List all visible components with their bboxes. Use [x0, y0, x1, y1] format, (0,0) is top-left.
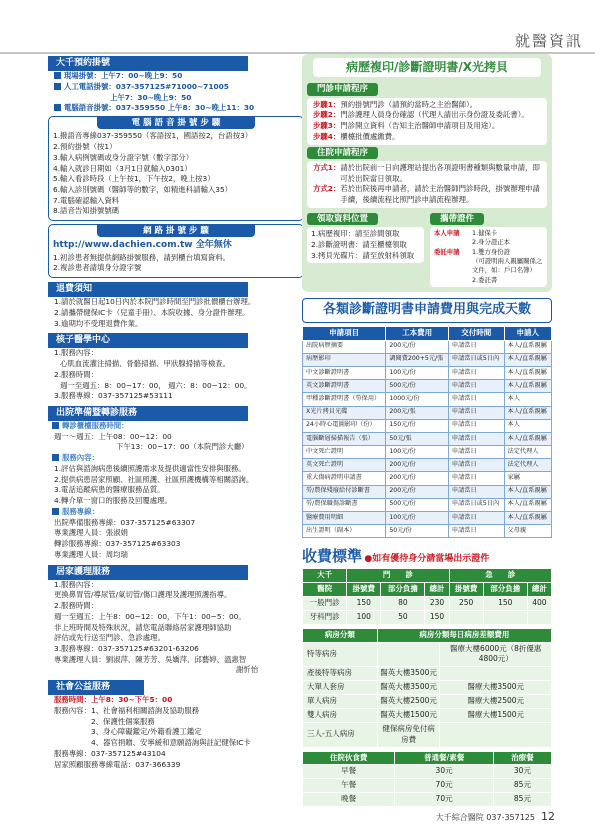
cert-table-cell: 病歷影印 — [303, 353, 386, 366]
voice-registration: 電腦語音掛號：037-359550 上午8：30~晚上11：30 — [48, 103, 304, 114]
ward-cell: 特等病房 — [303, 642, 378, 667]
cert-table-cell: 醫療費用明細 — [303, 512, 386, 525]
cert-table-row — [303, 498, 552, 511]
cert-table-cell: X光片拷貝光碟 — [303, 406, 386, 419]
fee-note: ●如有優待身分請當場出示證件 — [364, 554, 490, 565]
refund-line: 2.請攜帶健保IC卡（兒童手冊）、本院收據、身分證件辦理。 — [54, 307, 250, 317]
social-content-line: 3、身心障礙鑑定/外籍看護工鑑定 — [90, 727, 202, 737]
fee-cell: 150 — [483, 596, 527, 610]
records-title: 病歷複印/診斷證明書/X光拷貝 — [313, 58, 541, 77]
cert-table-cell: 申請當日 — [448, 406, 504, 419]
page-footer: 大千綜合醫院 037-357125 12 — [435, 810, 555, 824]
docs-list — [430, 227, 547, 287]
fee-heading — [302, 546, 552, 568]
cert-table-cell: 中文死亡證明 — [303, 446, 386, 459]
cert-table-cell: 申請當日 — [448, 366, 504, 379]
ward-cell: 雙人病房 — [303, 708, 378, 722]
fee-row — [303, 596, 552, 610]
ward-row — [303, 667, 552, 681]
cert-table-cell: 父母親 — [504, 525, 551, 538]
ward-cell: 醫英大樓2500元 — [377, 695, 440, 709]
discharge-contact: 專業護理人員：周均瑞 — [54, 549, 128, 559]
cert-table-cell: 法定代理人 — [504, 446, 551, 459]
homecare-line: 更換鼻胃管/導尿管/氣切管/傷口護理及護理照護指導。 — [54, 590, 232, 600]
voice-steps-box — [48, 116, 304, 221]
social-contact: 居家照顧服務專線電話：037-366339 — [54, 759, 181, 769]
social-content-line: 2、保護性個案服務 — [90, 716, 155, 726]
cert-table-cell: 申請當日 — [448, 512, 504, 525]
cert-table-row — [303, 419, 552, 432]
ward-col: 病房分類 — [303, 628, 378, 642]
cert-table-cell: 申請當日 — [448, 525, 504, 538]
cert-table-row — [303, 485, 552, 498]
meal-cell: 早餐 — [303, 765, 395, 779]
homecare-line: 週一至週五：上午8：00~12：00，下午1：00~5：00。 — [54, 611, 246, 621]
cert-table-cell: 50元/張 — [386, 432, 449, 445]
cert-table-cell: 申請當日 — [448, 432, 504, 445]
cert-table-cell: 申請當日 — [448, 485, 504, 498]
cert-table-cell: 50元/份 — [386, 525, 449, 538]
fee-cell: 250 — [449, 596, 483, 610]
hospital-website-link[interactable]: http://www.dachien.com.tw 全年無休 — [53, 240, 232, 251]
fee-title: 收費標準 — [302, 547, 363, 566]
cert-table-cell: 本人/直系親屬 — [504, 512, 551, 525]
voice-steps-title: 電 腦 語 音 掛 號 步 驟 — [97, 117, 255, 129]
cert-table-cell: 出生證明（副本） — [303, 525, 386, 538]
ward-row — [303, 722, 552, 747]
cert-table-cell: 100元/份 — [386, 512, 449, 525]
right-column — [302, 52, 552, 807]
cert-table-cell: 申請當日或5日內 — [448, 353, 504, 366]
voice-step: 7.電腦確認輸入資料 — [53, 195, 120, 205]
cert-table-row — [303, 446, 552, 459]
cert-table-cell: 本人 — [504, 393, 551, 406]
refund-header: 退費須知 — [48, 282, 248, 297]
cert-table-cell: 申請當日 — [448, 446, 504, 459]
social-content-line: 4、器官捐贈、安寧緩和意願諮詢與註記健保IC卡 — [90, 738, 251, 748]
ward-cell: 醫英大樓3500元 — [377, 681, 440, 695]
cert-table-title: 各類診斷證明書申請費用與完成天數 — [302, 298, 552, 323]
nuclear-line: 2.服務時間： — [54, 369, 99, 379]
cert-table-cell: 200元/張 — [386, 406, 449, 419]
cert-table-cell: 申請當日或5日內 — [448, 498, 504, 511]
cert-table-cell: 本人/直系親屬 — [504, 366, 551, 379]
voice-step: 8.語音告知掛號號碼 — [53, 206, 120, 216]
cert-table-cell: 英文診斷證明書 — [303, 380, 386, 393]
cert-table-row — [303, 459, 552, 472]
cert-table-cell: 英文死亡證明 — [303, 459, 386, 472]
discharge-hours-pm: 下午13：00~17：00（本院門診大廳） — [116, 442, 249, 452]
cert-table-cell: 200元/份 — [386, 459, 449, 472]
ward-cell: 單人病房 — [303, 695, 378, 709]
meal-row — [303, 779, 552, 793]
cert-table-cell: 申請當日 — [448, 472, 504, 485]
cert-table-row — [303, 512, 552, 525]
homecare-line: 非上班時間及特殊狀況，請您電話聯絡居家護理師協助 — [54, 622, 232, 632]
inpatient-step: 方式2： 若於出院後再申請者，請於主治醫師門診時段，掛號辦理申請手續，後續流程比照門診申請流程辦理。 — [313, 184, 540, 205]
cert-table-row — [303, 393, 552, 406]
discharge-contact: 轉診服務專線：037-357125#63303 — [54, 539, 181, 549]
homecare-line: 3.服務專線：037-357125#63201-63206 — [54, 644, 199, 654]
voice-step: 6.輸入診別號碼（醫師等的數字，如精進科請輸入35） — [53, 184, 233, 194]
cert-table-cell: 甲種診斷證明書（勞保用） — [303, 393, 386, 406]
cert-table-cell: 1000元/份 — [386, 393, 449, 406]
nuclear-line: 心肌血流灌注掃描、骨骼掃描、甲狀腺掃描等檢查。 — [60, 359, 230, 369]
fee-subheader: 部分負擔 — [381, 583, 425, 597]
cert-table-cell: 申請當日 — [448, 393, 504, 406]
fee-cell: 50 — [381, 610, 425, 624]
docs-self: 本人申請 1.健保卡 2.身分證正本 — [434, 229, 511, 247]
bullet-square-icon — [52, 508, 59, 515]
voice-step: 1.撥語音專線037-359550（客語按1，國語按2，台語按3） — [53, 131, 253, 141]
fee-cell: 150 — [347, 596, 381, 610]
page-number: 12 — [541, 810, 555, 824]
fee-subheader: 掛號費 — [449, 583, 483, 597]
fee-subheader: 掛號費 — [347, 583, 381, 597]
meal-cell: 70元 — [395, 779, 494, 793]
docs-proxy: 委託申請 1.雙方身份證 （可證明兩人親屬關係之文件，如：戶口名簿） 2.委託書 — [434, 247, 543, 284]
social-hours: 服務時間：上午8：30~下午5：00 — [54, 695, 173, 705]
cert-table-cell: 500元/份 — [386, 498, 449, 511]
meal-cell: 85元 — [493, 793, 551, 807]
fee-row — [303, 610, 552, 624]
onsite-registration: 現場掛號：上午7：00~晚上9：50 — [48, 71, 304, 82]
inpatient-label: 住院申請程序 — [307, 147, 378, 159]
cert-table-row — [303, 525, 552, 538]
nuclear-line: 3.服務專線：037-357125#53111 — [54, 391, 173, 401]
discharge-content-line: 3.電話追蹤病患的醫療服務品質。 — [54, 485, 165, 495]
ward-cell: 大單人套房 — [303, 681, 378, 695]
cert-table-cell: 本人/直系親屬 — [504, 406, 551, 419]
nuclear-line: 1.服務內容： — [54, 348, 99, 358]
cert-table-cell: 本人/直系親屬 — [504, 432, 551, 445]
cert-table-cell: 本人/直系親屬 — [504, 353, 551, 366]
homecare-line: 1.服務內容： — [54, 579, 99, 589]
cert-table-header: 申請項目 — [303, 326, 386, 340]
inpatient-steps — [307, 161, 547, 208]
cert-table-cell: 法定代理人 — [504, 459, 551, 472]
discharge-content-label: 服務內容： — [48, 453, 304, 464]
fee-cell: 100 — [347, 610, 381, 624]
outpatient-step: 步驟1：預約掛號門診（請預約當時之主治醫師）。 — [313, 99, 478, 109]
ward-cell: 健保病房免付病房費 — [377, 722, 440, 747]
meal-cell: 70元 — [395, 793, 494, 807]
fee-cell: 150 — [425, 610, 449, 624]
discharge-hours: 週一～週五：上午08：00~12：00 — [54, 431, 172, 441]
ward-cell: 醫療大樓6000元（8折優惠4800元） — [440, 642, 552, 667]
meal-cell: 85元 — [493, 779, 551, 793]
discharge-line-label: 服務專線： — [48, 507, 304, 518]
ward-row — [303, 642, 552, 667]
voice-step: 4.輸入就診日期如（3月1日就輸入0301） — [53, 163, 192, 173]
meal-cell: 晚餐 — [303, 793, 395, 807]
web-step: 2.複診患者請填身分證字號 — [53, 263, 142, 273]
ward-cell: 三人-五人病房 — [303, 722, 378, 747]
meal-header: 住院伙食費 — [303, 751, 395, 765]
social-content-line: 1、社會福利相關諮詢及協助服務 — [90, 706, 200, 715]
cert-table-cell: 勞/農保職傷診斷書 — [303, 498, 386, 511]
voice-step: 3.輸入病例號碼或身分證字號（數字部分） — [53, 152, 194, 162]
fee-col: 急 診 — [449, 569, 551, 583]
cert-table-cell: 500元/份 — [386, 380, 449, 393]
cert-table-cell: 申請當日 — [448, 459, 504, 472]
homecare-line: 評估或先行送至門診、急診處理。 — [54, 633, 165, 643]
pickup-item: 3.拷貝光碟片：請至放射科領取 — [311, 250, 415, 260]
cert-table-cell: 調閱費200+5元/張 — [386, 353, 449, 366]
cert-table-cell: 24小時心電圖影印（份） — [303, 419, 386, 432]
outpatient-steps — [307, 98, 547, 145]
bullet-square-icon — [54, 104, 61, 111]
fee-cell: 80 — [381, 596, 425, 610]
fee-cell — [449, 610, 483, 624]
voice-step: 2.預約掛號（按1） — [53, 142, 117, 152]
ward-row — [303, 681, 552, 695]
cert-table-row — [303, 432, 552, 445]
meal-fee-table — [302, 751, 552, 808]
meal-header: 普通餐/素餐 — [395, 751, 494, 765]
phone-registration: 人工電話掛號：037-357125#71000~71005 — [48, 82, 304, 93]
fee-subheader: 部分負擔 — [483, 583, 527, 597]
meal-cell: 午餐 — [303, 779, 395, 793]
ward-row — [303, 708, 552, 722]
cert-table-cell: 本人/直系親屬 — [504, 498, 551, 511]
cert-table-cell: 申請當日 — [448, 340, 504, 353]
discharge-content-line: 1.評估與諮詢病患後續照護需求及提供適當性安排與服務。 — [54, 463, 246, 473]
outpatient-step: 步驟3：門診開立資料（告知主治醫師申請項目及用途）。 — [313, 121, 500, 131]
cert-table-cell: 200元/份 — [386, 485, 449, 498]
pickup-item: 2.診斷證明書：請至櫃檯領取 — [311, 239, 407, 249]
cert-fee-table — [302, 326, 552, 539]
meal-header: 治療餐 — [493, 751, 551, 765]
cert-table-cell: 200元/份 — [386, 340, 449, 353]
cert-table-cell: 中文診斷證明書 — [303, 366, 386, 379]
cert-table-cell: 勞/農保殘廢給付診斷書 — [303, 485, 386, 498]
ward-cell: 醫療大樓2500元 — [440, 695, 552, 709]
bullet-square-icon — [52, 422, 59, 429]
cert-table-row — [303, 366, 552, 379]
cert-table-cell: 本人/直系親屬 — [504, 380, 551, 393]
pickup-list — [307, 227, 424, 263]
ward-fee-table — [302, 628, 552, 748]
ward-cell: 醫英大樓3500元 — [377, 667, 440, 681]
docs-label: 攜帶證件 — [430, 213, 484, 225]
cert-table-row — [303, 353, 552, 366]
phone-registration-hours: 上午7：30~晚上9：50 — [110, 92, 192, 102]
cert-table-header: 交付時間 — [448, 326, 504, 340]
ward-row — [303, 695, 552, 709]
ward-cell: 醫療大樓1500元 — [440, 708, 552, 722]
cert-table-row — [303, 472, 552, 485]
fee-col: 門 診 — [347, 569, 449, 583]
ward-cell — [440, 722, 552, 747]
refund-line: 3.逾期均不受理退費作業。 — [54, 318, 143, 328]
outpatient-step: 步驟4：櫃檯批價處繳費。 — [313, 131, 400, 141]
homecare-line: 2.服務時間： — [54, 601, 99, 611]
fee-col: 大千 — [303, 569, 347, 583]
pickup-item: 1.病歷複印：請至診間領取 — [311, 229, 400, 239]
pickup-label: 領取資料位置 — [307, 213, 378, 225]
homecare-line: 專業護理人員：劉淑萍、陳芳芳、吳嬌萍、邱藝婷、溫惠智 — [54, 654, 247, 664]
cert-table-cell: 200元/份 — [386, 472, 449, 485]
discharge-content-line: 2.提供病患居家照顧、社區照護、社區照護機構等相關諮詢。 — [54, 474, 254, 484]
cert-table-cell: 申請當日 — [448, 380, 504, 393]
ward-cell: 醫英大樓1500元 — [377, 708, 440, 722]
outpatient-label: 門診申請程序 — [307, 83, 378, 95]
discharge-contact: 專業護理人員：張淑娟 — [54, 528, 128, 538]
social-contact: 服務專線：037-357125#43104 — [54, 748, 166, 758]
cert-table-header: 申請人 — [504, 326, 551, 340]
homecare-line: 謝忻怡 — [236, 665, 259, 675]
refund-line: 1.請於就醫日起10日內於本院門診時間至門診批價櫃台辦理。 — [54, 297, 256, 307]
outpatient-step: 步驟2：門診護理人員身份確認（代理人請出示身份證及委託書）。 — [313, 110, 529, 120]
registration-fee-table — [302, 568, 552, 625]
bullet-square-icon — [54, 83, 61, 90]
bullet-square-icon — [54, 72, 61, 79]
ward-cell — [440, 667, 552, 681]
discharge-content-line: 4.轉介單一窗口的服務及回覆處理。 — [54, 496, 172, 506]
left-column — [48, 52, 304, 770]
web-steps-title: 網 路 掛 號 步 驟 — [97, 225, 255, 237]
fee-cell: 230 — [425, 596, 449, 610]
page-section-title: 就醫資訊 — [514, 32, 583, 50]
fee-cell: 牙科門診 — [303, 610, 347, 624]
cert-table-cell: 本人/直系親屬 — [504, 340, 551, 353]
cert-table-cell: 100元/份 — [386, 446, 449, 459]
discharge-header: 出院準備暨轉診服務 — [48, 406, 248, 421]
web-step: 1.初診患者無提供網路掛號服務，請到櫃台填寫資料。 — [53, 252, 231, 262]
voice-step: 5.輸入看診時段（上午按1，下午按2，晚上按3） — [53, 174, 215, 184]
records-box — [302, 54, 552, 292]
homecare-header: 居家護理服務 — [48, 565, 248, 580]
web-steps-box — [48, 224, 304, 278]
discharge-hours-label: 轉診櫃檯服務時間： — [48, 421, 304, 432]
social-content: 服務內容： 1、社會福利相關諮詢及協助服務 2、保護性個案服務 3、身心障礙鑑定/外籍看護工鑑定 4、器官捐贈、安寧緩和意願諮詢與註記健保IC卡 — [54, 706, 251, 748]
meal-cell: 30元 — [395, 765, 494, 779]
ward-cell: 醫療大樓3500元 — [440, 681, 552, 695]
meal-cell: 30元 — [493, 765, 551, 779]
fee-cell — [483, 610, 527, 624]
pickup-docs-row — [307, 211, 547, 287]
cert-table-cell: 出院病歷摘要 — [303, 340, 386, 353]
discharge-contact: 出院準備服務專線：037-357125#63307 — [54, 517, 196, 527]
cert-table-cell: 家屬 — [504, 472, 551, 485]
bullet-square-icon — [52, 454, 59, 461]
cert-table-row — [303, 340, 552, 353]
appointment-header: 大千預約掛號 — [48, 56, 248, 71]
fee-subheader: 總計 — [425, 583, 449, 597]
cert-table-cell: 重大傷病證明申請書 — [303, 472, 386, 485]
cert-table-header: 工本費用 — [386, 326, 449, 340]
fee-subheader: 總計 — [527, 583, 551, 597]
meal-row — [303, 793, 552, 807]
social-header: 社會公益服務 — [48, 680, 144, 695]
nuclear-line: 週一至週五：8：00~17：00， 週六：8：00~12：00。 — [60, 380, 252, 390]
ward-cell — [377, 642, 440, 667]
fee-cell: 一般門診 — [303, 596, 347, 610]
cert-table-cell: 100元/份 — [386, 366, 449, 379]
fee-cell — [527, 610, 551, 624]
cert-table-row — [303, 380, 552, 393]
cert-table-cell: 本人/直系親屬 — [504, 485, 551, 498]
meal-row — [303, 765, 552, 779]
cert-table-cell: 150元/份 — [386, 419, 449, 432]
cert-table-cell: 本人 — [504, 419, 551, 432]
inpatient-step: 方式1： 請於出院前一日向護理站提出各項證明書種類與數量申請，即可於出院當日領取。 — [313, 162, 540, 183]
nuclear-header: 核子醫學中心 — [48, 333, 248, 348]
cert-table-row — [303, 406, 552, 419]
cert-table-cell: 電腦斷層掃描報告（張） — [303, 432, 386, 445]
fee-subheader: 醫院 — [303, 583, 347, 597]
cert-table-cell: 申請當日 — [448, 419, 504, 432]
ward-cell: 產後特等病房 — [303, 667, 378, 681]
ward-col: 病房分類每日病房差額費用 — [377, 628, 551, 642]
fee-cell: 400 — [527, 596, 551, 610]
